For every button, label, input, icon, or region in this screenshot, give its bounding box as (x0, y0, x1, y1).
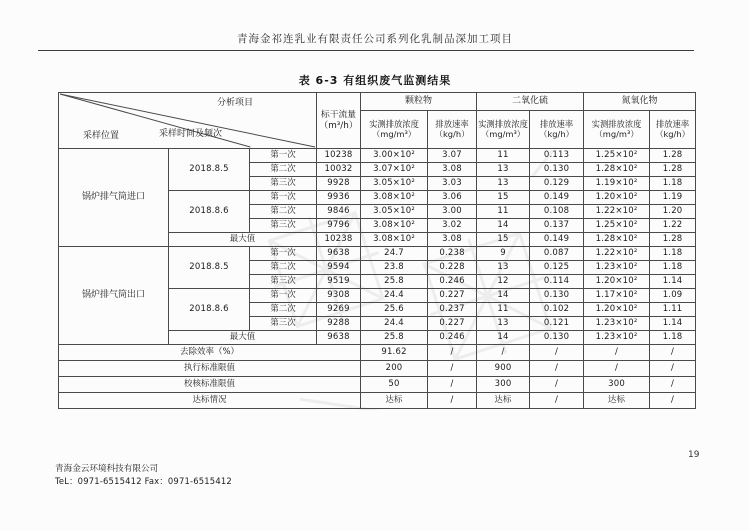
table-row (59, 149, 696, 163)
pm-rate-value: 0.238 (428, 247, 477, 261)
flow-value: 10238 (317, 233, 361, 247)
pm-rate-value: 3.02 (428, 219, 477, 233)
so2-conc-value: 14 (477, 219, 530, 233)
run-label-cell: 第三次 (250, 317, 317, 331)
pm-conc-value: 3.05×10² (361, 177, 428, 191)
nox-rate-value: 1.14 (650, 317, 696, 331)
pm-rate-value: 3.08 (428, 233, 477, 247)
so2-conc-value: 13 (477, 317, 530, 331)
so2-conc-value: 13 (477, 177, 530, 191)
nox-rate-value: 1.14 (650, 275, 696, 289)
so2-rate-value: 0.121 (530, 317, 584, 331)
date-cell: 2018.8.5 (169, 149, 250, 191)
summary-value: / (530, 377, 584, 393)
pm-rate-value: 3.03 (428, 177, 477, 191)
nox-conc-value: 1.22×10² (584, 205, 650, 219)
flow-value: 9594 (317, 261, 361, 275)
footer-company: 青海金云环境科技有限公司 (55, 464, 159, 474)
nox-conc-value: 1.23×10² (584, 261, 650, 275)
so2-conc-value: 11 (477, 303, 530, 317)
page-number: 19 (688, 450, 700, 460)
pm-conc-value: 25.8 (361, 331, 428, 345)
summary-value: 300 (584, 377, 650, 393)
monitoring-results-table (58, 92, 696, 409)
run-label-cell: 第一次 (250, 149, 317, 163)
nox-conc-value: 1.22×10² (584, 247, 650, 261)
flow-value: 9846 (317, 205, 361, 219)
summary-value: / (530, 345, 584, 361)
pm-conc-value: 23.8 (361, 261, 428, 275)
summary-value: 91.62 (361, 345, 428, 361)
pm-conc-value: 24.7 (361, 247, 428, 261)
summary-value: / (584, 361, 650, 377)
nox-rate-value: 1.28 (650, 163, 696, 177)
date-cell: 2018.8.5 (169, 247, 250, 289)
pm-rate-value: 0.246 (428, 275, 477, 289)
run-label-cell: 第一次 (250, 191, 317, 205)
flow-value: 9519 (317, 275, 361, 289)
nox-rate-value: 1.11 (650, 303, 696, 317)
group-header-so2: 二氧化硫 (477, 93, 584, 111)
pm-conc-value: 3.08×10² (361, 219, 428, 233)
so2-rate-value: 0.149 (530, 191, 584, 205)
nox-rate-value: 1.18 (650, 261, 696, 275)
so2-conc-value: 14 (477, 331, 530, 345)
so2-rate-value: 0.130 (530, 331, 584, 345)
flow-value: 9638 (317, 331, 361, 345)
pm-rate-value: 3.07 (428, 149, 477, 163)
location-cell: 锅炉排气筒出口 (59, 247, 169, 345)
summary-value: 达标 (584, 393, 650, 409)
summary-label-cell: 达标情况 (59, 393, 361, 409)
subheader-so2-rate: 排放速率（kg/h） (530, 111, 584, 149)
summary-value: / (428, 377, 477, 393)
summary-value: / (530, 361, 584, 377)
nox-conc-value: 1.23×10² (584, 331, 650, 345)
so2-conc-value: 14 (477, 289, 530, 303)
flow-value: 10238 (317, 149, 361, 163)
pm-conc-value: 3.08×10² (361, 191, 428, 205)
page-footer (55, 463, 232, 488)
nox-conc-value: 1.23×10² (584, 317, 650, 331)
flow-value: 9638 (317, 247, 361, 261)
pm-rate-value: 3.06 (428, 191, 477, 205)
nox-conc-value: 1.20×10² (584, 275, 650, 289)
summary-label-cell: 去除效率（%） (59, 345, 361, 361)
nox-rate-value: 1.20 (650, 205, 696, 219)
so2-rate-value: 0.102 (530, 303, 584, 317)
pm-rate-value: 0.227 (428, 289, 477, 303)
so2-rate-value: 0.149 (530, 233, 584, 247)
pm-conc-value: 3.07×10² (361, 163, 428, 177)
nox-rate-value: 1.18 (650, 247, 696, 261)
pm-rate-value: 0.246 (428, 331, 477, 345)
pm-rate-value: 0.227 (428, 317, 477, 331)
nox-rate-value: 1.18 (650, 331, 696, 345)
group-header-particulate: 颗粒物 (361, 93, 477, 111)
flow-label: 标干流量 (320, 110, 357, 121)
column-header-flow (317, 93, 361, 149)
header-row-groups (59, 93, 696, 111)
so2-rate-value: 0.129 (530, 177, 584, 191)
summary-row-executive-standard (59, 361, 696, 377)
summary-value: / (650, 361, 696, 377)
summary-value: 900 (477, 361, 530, 377)
so2-rate-value: 0.125 (530, 261, 584, 275)
so2-rate-value: 0.114 (530, 275, 584, 289)
run-label-cell: 第二次 (250, 205, 317, 219)
nox-rate-value: 1.18 (650, 177, 696, 191)
flow-value: 9936 (317, 191, 361, 205)
run-label-cell: 第二次 (250, 303, 317, 317)
nox-rate-value: 1.28 (650, 233, 696, 247)
pm-rate-value: 3.08 (428, 163, 477, 177)
max-label-cell: 最大值 (169, 233, 317, 247)
so2-rate-value: 0.087 (530, 247, 584, 261)
nox-rate-value: 1.09 (650, 289, 696, 303)
nox-conc-value: 1.17×10² (584, 289, 650, 303)
nox-conc-value: 1.19×10² (584, 177, 650, 191)
summary-value: 达标 (361, 393, 428, 409)
pm-conc-value: 3.00×10² (361, 149, 428, 163)
subheader-nox-concentration: 实测排放浓度（mg/m³） (584, 111, 650, 149)
so2-conc-value: 12 (477, 275, 530, 289)
summary-label-cell: 校核标准限值 (59, 377, 361, 393)
group-header-nox: 氮氧化物 (584, 93, 696, 111)
summary-value: / (428, 393, 477, 409)
so2-conc-value: 9 (477, 247, 530, 261)
summary-label-cell: 执行标准限值 (59, 361, 361, 377)
so2-rate-value: 0.130 (530, 163, 584, 177)
corner-label-sample-time: 采样时间及频次 (159, 129, 223, 139)
pm-rate-value: 0.228 (428, 261, 477, 275)
flow-value: 9288 (317, 317, 361, 331)
flow-value: 9308 (317, 289, 361, 303)
summary-value: 50 (361, 377, 428, 393)
summary-value: / (428, 361, 477, 377)
document-header-title: 青海金祁连乳业有限责任公司系列化乳制品深加工项目 (237, 33, 513, 45)
corner-label-analysis-item: 分析项目 (217, 98, 254, 108)
subheader-pm-rate: 排放速率（kg/h） (428, 111, 477, 149)
nox-conc-value: 1.20×10² (584, 191, 650, 205)
flow-value: 9796 (317, 219, 361, 233)
summary-row-check-standard (59, 377, 696, 393)
pm-conc-value: 3.08×10² (361, 233, 428, 247)
so2-rate-value: 0.137 (530, 219, 584, 233)
subheader-so2-concentration: 实测排放浓度（mg/m³） (477, 111, 530, 149)
summary-row-removal-efficiency (59, 345, 696, 361)
pm-rate-value: 0.237 (428, 303, 477, 317)
run-label-cell: 第二次 (250, 261, 317, 275)
pm-conc-value: 24.4 (361, 317, 428, 331)
summary-value: / (530, 393, 584, 409)
header-rule (38, 50, 694, 51)
nox-conc-value: 1.28×10² (584, 233, 650, 247)
table-row (59, 247, 696, 261)
nox-conc-value: 1.28×10² (584, 163, 650, 177)
flow-value: 9269 (317, 303, 361, 317)
summary-value: / (650, 345, 696, 361)
summary-value: 200 (361, 361, 428, 377)
run-label-cell: 第一次 (250, 289, 317, 303)
pm-conc-value: 25.6 (361, 303, 428, 317)
so2-conc-value: 13 (477, 261, 530, 275)
summary-value: / (650, 377, 696, 393)
run-label-cell: 第三次 (250, 177, 317, 191)
so2-conc-value: 15 (477, 233, 530, 247)
run-label-cell: 第一次 (250, 247, 317, 261)
pm-rate-value: 3.00 (428, 205, 477, 219)
summary-value: / (650, 393, 696, 409)
summary-value: / (584, 345, 650, 361)
max-label-cell: 最大值 (169, 331, 317, 345)
so2-rate-value: 0.130 (530, 289, 584, 303)
summary-value: / (428, 345, 477, 361)
nox-rate-value: 1.19 (650, 191, 696, 205)
footer-contact: TeL：0971-6515412 Fax：0971-6515412 (55, 476, 232, 487)
so2-conc-value: 15 (477, 191, 530, 205)
nox-conc-value: 1.25×10² (584, 149, 650, 163)
pm-conc-value: 3.05×10² (361, 205, 428, 219)
summary-row-compliance (59, 393, 696, 409)
flow-value: 9928 (317, 177, 361, 191)
summary-value: 300 (477, 377, 530, 393)
run-label-cell: 第三次 (250, 219, 317, 233)
nox-rate-value: 1.28 (650, 149, 696, 163)
subheader-pm-concentration: 实测排放浓度（mg/m³） (361, 111, 428, 149)
corner-label-sample-location: 采样位置 (83, 131, 120, 141)
date-cell: 2018.8.6 (169, 289, 250, 331)
nox-conc-value: 1.25×10² (584, 219, 650, 233)
location-cell: 锅炉排气筒进口 (59, 149, 169, 247)
pm-conc-value: 24.4 (361, 289, 428, 303)
nox-rate-value: 1.22 (650, 219, 696, 233)
run-label-cell: 第二次 (250, 163, 317, 177)
so2-rate-value: 0.108 (530, 205, 584, 219)
summary-value: 达标 (477, 393, 530, 409)
flow-unit: （m³/h） (319, 120, 358, 131)
diagonal-header-cell (59, 93, 317, 149)
flow-value: 10032 (317, 163, 361, 177)
run-label-cell: 第三次 (250, 275, 317, 289)
table-caption: 表 6-3 有组织废气监测结果 (298, 74, 452, 87)
so2-conc-value: 11 (477, 205, 530, 219)
nox-conc-value: 1.20×10² (584, 303, 650, 317)
so2-conc-value: 11 (477, 149, 530, 163)
so2-conc-value: 13 (477, 163, 530, 177)
pm-conc-value: 25.8 (361, 275, 428, 289)
date-cell: 2018.8.6 (169, 191, 250, 233)
summary-value: / (477, 345, 530, 361)
subheader-nox-rate: 排放速率（kg/h） (650, 111, 696, 149)
so2-rate-value: 0.113 (530, 149, 584, 163)
